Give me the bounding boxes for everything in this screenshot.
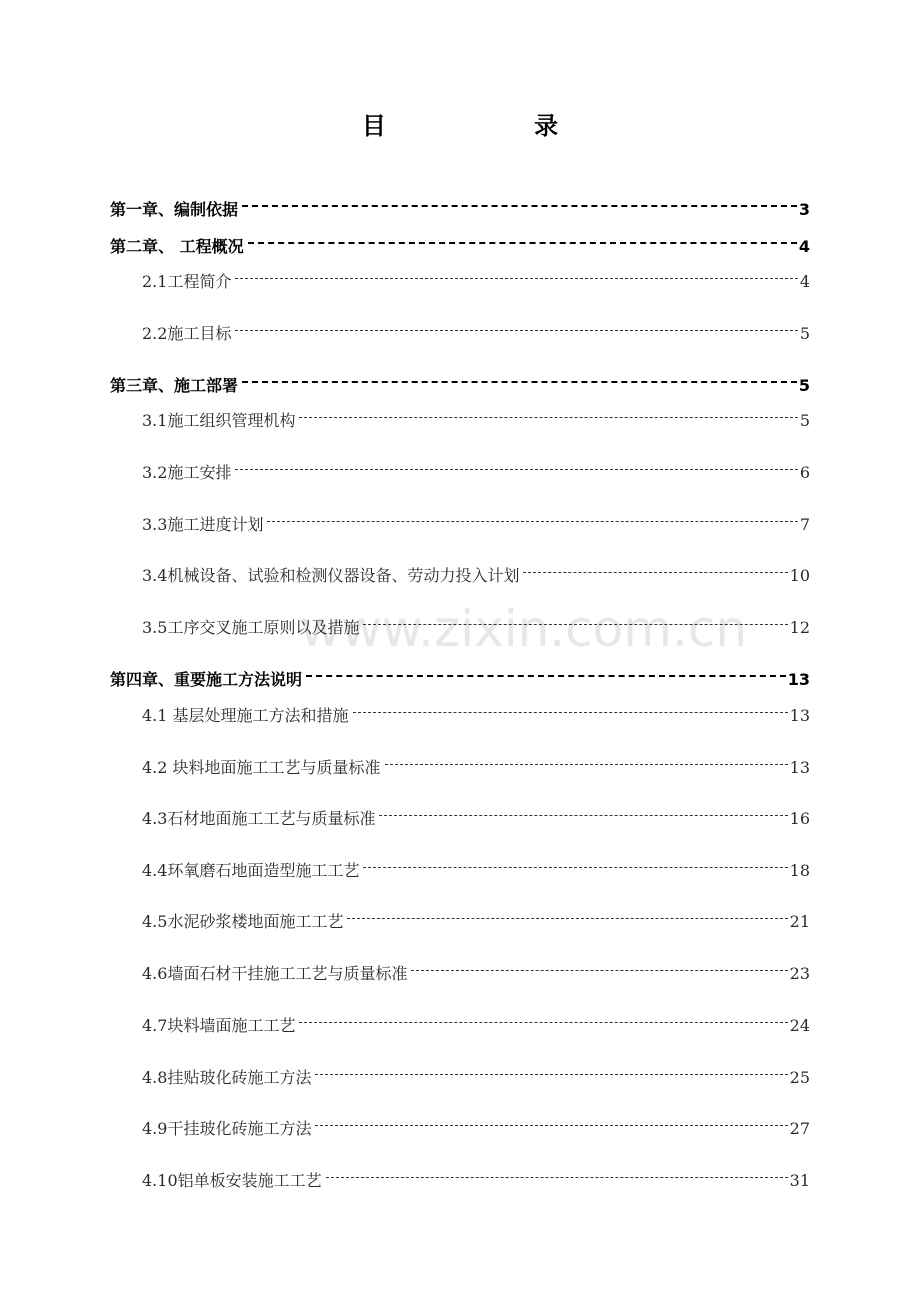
dot-leader [326,1175,788,1178]
toc-entry[interactable] [142,616,810,640]
toc-entry-page: 24 [789,1016,810,1035]
dot-leader [315,1123,787,1126]
toc-entry-label: 4.3石材地面施工工艺与质量标准 [142,809,376,828]
toc-entry[interactable] [142,962,810,986]
dot-leader [267,519,797,522]
toc-entry-page: 16 [789,809,810,828]
dot-leader [242,203,797,207]
toc-entry[interactable] [110,374,810,398]
toc-entry-label: 第三章、施工部署 [110,376,239,395]
toc-entry-label: 4.10铝单板安装施工工艺 [142,1171,322,1190]
toc-entry-page: 10 [789,566,810,585]
toc-entry-page: 4 [798,237,810,256]
toc-entry-page: 13 [789,758,810,777]
dot-leader [242,379,797,383]
page-title: 目 录 [361,112,629,140]
toc-entry-page: 4 [799,272,810,291]
toc-entry-page: 3 [798,200,810,219]
toc-entry-page: 5 [799,411,810,430]
toc-entry[interactable] [142,910,810,934]
toc-entry[interactable] [110,198,810,222]
toc-entry-label: 4.2 块料地面施工工艺与质量标准 [142,758,381,777]
toc-entry-label: 4.9干挂玻化砖施工方法 [142,1119,312,1138]
toc-entry[interactable] [142,1169,810,1193]
dot-leader [235,467,797,470]
dot-leader [363,865,787,868]
toc-entry-label: 2.1工程简介 [142,272,232,291]
toc-entry[interactable] [142,807,810,831]
toc-entry[interactable] [142,564,810,588]
dot-leader [363,622,787,625]
dot-leader [411,968,787,971]
toc-entry-page: 6 [799,463,810,482]
toc-entry-page: 18 [789,861,810,880]
toc-entry-label: 3.4机械设备、试验和检测仪器设备、劳动力投入计划 [142,566,520,585]
toc-entry-page: 27 [789,1119,810,1138]
dot-leader [379,813,787,816]
toc-entry-label: 4.1 基层处理施工方法和措施 [142,706,349,725]
dot-leader [353,710,788,713]
dot-leader [235,276,797,279]
dot-leader [248,240,797,244]
toc-entry-label: 4.8挂贴玻化砖施工方法 [142,1068,312,1087]
toc-entry-label: 第四章、重要施工方法说明 [110,670,303,689]
toc-entry-page: 23 [789,964,810,983]
dot-leader [306,673,786,677]
toc-entry-label: 4.6墙面石材干挂施工工艺与质量标准 [142,964,408,983]
toc-entry-page: 25 [789,1068,810,1087]
toc-entry[interactable] [142,1066,810,1090]
dot-leader [299,415,797,418]
toc-entry[interactable] [110,235,810,259]
toc-entry[interactable] [142,409,810,433]
toc-entry[interactable] [142,461,810,485]
toc-entry-label: 2.2施工目标 [142,324,232,343]
dot-leader [523,570,787,573]
toc-entry-page: 21 [789,912,810,931]
watermark: www.zixin.com.cn [300,600,748,658]
toc-entry[interactable] [142,704,810,728]
dot-leader [235,328,797,331]
toc-entry-page: 31 [789,1171,810,1190]
toc-entry[interactable] [142,1117,810,1141]
toc-entry-page: 13 [789,706,810,725]
toc-entry-page: 13 [787,670,810,689]
toc-entry-label: 3.2施工安排 [142,463,232,482]
toc-entry-label: 第一章、编制依据 [110,200,239,219]
toc-entry-label: 第二章、 工程概况 [110,237,244,256]
toc-entry-label: 3.1施工组织管理机构 [142,411,296,430]
toc-entry[interactable] [142,322,810,346]
toc-entry-page: 12 [789,618,810,637]
dot-leader [347,916,787,919]
toc-entry[interactable] [142,859,810,883]
toc-entry[interactable] [110,668,810,692]
toc-entry-label: 3.3施工进度计划 [142,515,264,534]
toc-entry-label: 4.7块料墙面施工工艺 [142,1016,296,1035]
dot-leader [315,1072,787,1075]
toc-entry-page: 7 [799,515,810,534]
dot-leader [299,1020,787,1023]
toc-entry-label: 4.5水泥砂浆楼地面施工工艺 [142,912,344,931]
toc-entry-page: 5 [799,324,810,343]
toc-entry[interactable] [142,756,810,780]
toc-entry-label: 3.5工序交叉施工原则以及措施 [142,618,360,637]
dot-leader [385,762,788,765]
toc-entry[interactable] [142,513,810,537]
toc-entry[interactable] [142,1014,810,1038]
toc-entry-label: 4.4环氧磨石地面造型施工工艺 [142,861,360,880]
toc-entry[interactable] [142,270,810,294]
toc-entry-page: 5 [798,376,810,395]
